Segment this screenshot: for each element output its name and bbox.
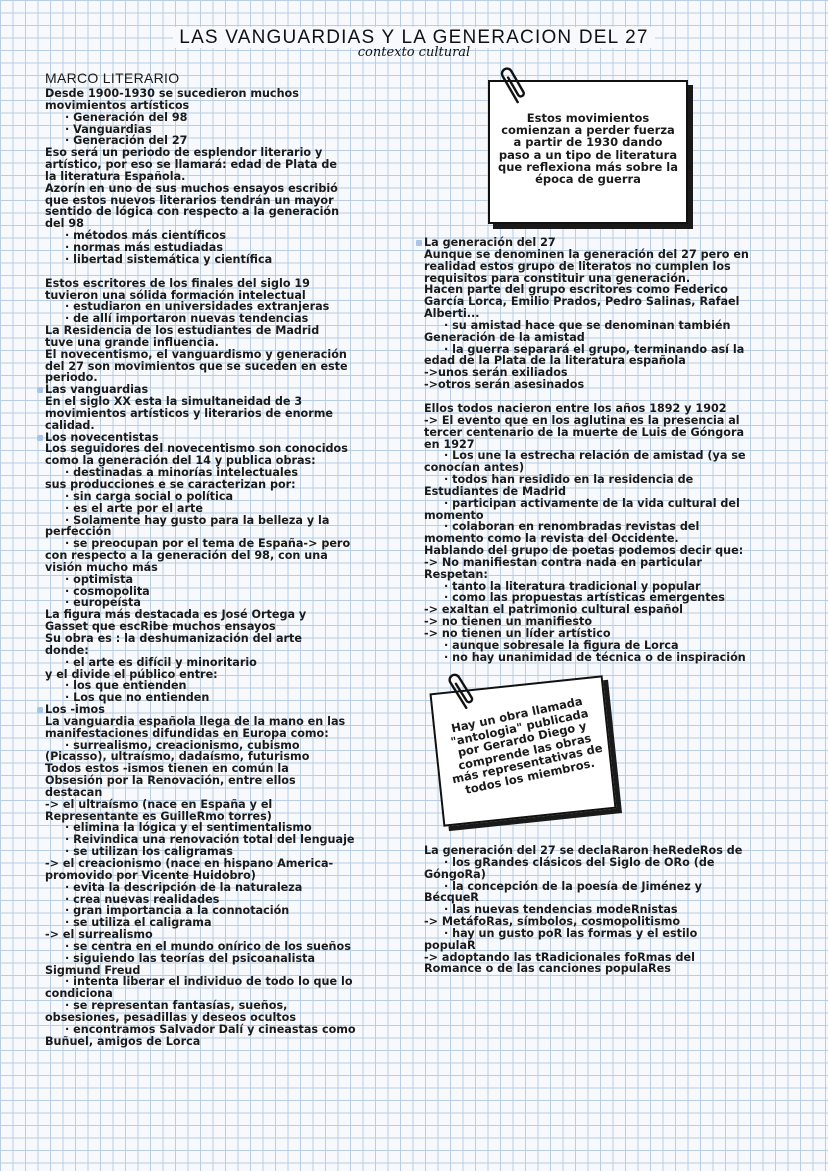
text-line: populaR [424,938,476,952]
text-line: perfección [45,525,112,539]
page-subtitle: contexto cultural [357,45,471,60]
text-line: momento como la revista del Occidente. [424,532,679,546]
text-line: -> no tienen un manifiesto [424,615,593,629]
text-line: · los que entienden [65,679,187,693]
text-line: Ellos todos nacieron entre los años 1892 y 1902 [424,401,727,415]
text-line: edad de la Plata de la literatura española [424,354,686,368]
text-line: donde: [45,643,89,657]
text-line: requisitos para constituir una generación. [424,271,691,285]
section-heading-marco-literario: MARCO LITERARIO [45,70,180,86]
text-line: · optimista [65,572,134,586]
text-line: BécqueR [424,891,479,905]
text-line: · Los une la estrecha relación de amistad (ya se [444,449,746,463]
text-line: manifestaciones difundidas en Europa como: [45,726,329,740]
text-line: calidad. [45,418,95,432]
text-line: · intenta liberar el individuo de todo lo que lo [65,975,353,989]
text-line: · participan activamente de la vida cultural del [444,496,740,510]
section-heading: Los novecentistas [45,432,405,444]
text-line: Respetan: [424,567,488,581]
text-line: conocían antes) [424,461,525,475]
text-line: · elimina la lógica y el sentimentalismo [65,821,312,835]
text-line: Estos escritores de los finales del siglo 19 [45,276,310,290]
text-line: · se preocupan por el tema de España-> pero [65,537,351,551]
text-line: · cosmopolita [65,584,150,598]
text-line: La generación del 27 se declaRaron heRedeRos de [424,844,743,857]
text-line: sentido de lógica con respecto a la generación [45,205,340,219]
text-line: -> No manifiestan contra nada en particular [424,555,702,569]
right-column [424,237,804,664]
text-line: · sin carga social o política [65,489,234,503]
text-line: La Residencia de los estudiantes de Madrid [45,324,320,338]
text-line: -> el creacionismo (nace en hispano America- [45,857,334,870]
text-line: periodo. [45,371,98,385]
text-line: · estudiaron en universidades extranjeras [65,300,330,314]
text-line: Desde 1900-1930 se sucedieron muchos [45,87,299,100]
text-line: · Vanguardias [65,122,152,136]
text-line: la literatura Española. [45,169,186,183]
text-line: con respecto a la generación del 98, con una [45,549,328,563]
text-line: · métodos más científicos [65,229,226,243]
text-line: · el arte es difícil y minoritario [65,655,257,669]
text-line: Aunque se denominen la generación del 27 pero en [424,247,749,261]
text-line: -> no tienen un líder artístico [424,627,611,640]
section-heading: La generación del 27 [424,237,804,249]
text-line: Obsesión por la Renovación, entre ellos [45,774,296,788]
text-line: · colaboran en renombradas revistas del [444,520,700,534]
section-heading: Los -imos [45,704,405,716]
text-line: · las nuevas tendencias modeRnistas [444,903,678,917]
text-line: Todos estos -ismos tienen en común la [45,762,289,776]
text-line: Los seguidores del novecentismo son conocidos [45,442,348,456]
text-line: (Picasso), ultraísmo, dadaísmo, futurismo [45,750,310,764]
text-line: La figura más destacada es José Ortega y [45,608,307,622]
text-line: tuvieron una sólida formación intelectual [45,288,306,302]
left-column [45,88,405,1048]
text-line: Generación de la amistad [424,330,585,344]
text-line: · todos han residido en la residencia de [444,473,694,487]
text-line: -> el surrealismo [45,928,153,942]
text-line: obsesiones, pesadillas y deseos ocultos [45,1010,296,1024]
text-line: Estudiantes de Madrid [424,484,567,498]
section-heading: Las vanguardias [45,384,405,396]
text-line: Hablando del grupo de poetas podemos decir que: [424,544,744,558]
text-line: · normas más estudiadas [65,240,224,254]
text-line: El novecentismo, el vanguardismo y generación [45,347,347,361]
text-line: Azorín en uno de sus muchos ensayos escribió [45,181,338,195]
text-line: Romance o de las canciones populaRes [424,962,671,976]
text-line: visión mucho más [45,560,158,574]
text-line: · hay un gusto poR las formas y el estilo [444,926,698,940]
text-line: · Solamente hay gusto para la belleza y la [65,513,330,527]
text-line: · Los que no entienden [65,691,210,705]
text-line: realidad estos grupo de literatos no cumplen los [424,259,731,273]
text-line: · es el arte por el arte [65,501,203,515]
text-line: destacan [45,785,103,799]
text-line: que estos nuevos literarios tendrán un mayor [45,193,334,207]
text-line: · gran importancia a la connotación [65,904,290,918]
text-line: · se utilizan los caligramas [65,845,233,859]
text-line: movimientos artísticos [45,98,190,112]
right-column-herederos [424,845,804,975]
note-text: Hay un obra llamada "antologia" publicada por Gerardo Diego y comprende las obras más representativas de todos los miembros. [449,693,604,797]
text-line: · Reivindica una renovación total del lenguaje [65,833,355,847]
text-line: Representante es GuilleRmo torres) [45,809,272,823]
text-line: · evita la descripción de la naturaleza [65,880,303,894]
text-line: -> el ultraísmo (nace en España y el [45,797,273,811]
text-line: ->unos serán exiliados [424,366,568,380]
text-line: · de allí importaron nuevas tendencias [65,312,309,326]
text-line: ->otros serán asesinados [424,378,585,392]
text-line: sus producciones e se caracterizan por: [45,478,296,491]
text-line: Su obra es : la deshumanización del arte [45,631,302,645]
text-line: García Lorca, Emilio Prados, Pedro Salinas, Rafael [424,295,740,309]
text-line: momento [424,508,484,522]
spacer [45,266,405,278]
text-line: -> El evento que en los aglutina es la presencia al [424,413,740,427]
text-line: · se representan fantasías, sueños, [65,999,288,1013]
text-line: condiciona [45,987,113,1001]
text-line: · libertad sistemática y científica [65,252,273,266]
text-line: Gasset que escRibe muchos ensayos [45,620,276,634]
text-line: y el divide el público entre: [45,667,218,681]
text-line: · no hay unanimidad de técnica o de inspiración [444,650,746,664]
text-line: Sigmund Freud [45,963,141,977]
text-line: como la generación del 14 y publica obras: [45,454,316,468]
text-line: En el siglo XX esta la simultaneidad de 3 [45,395,303,409]
text-line: · los gRandes clásicos del Siglo de ORo (de [444,855,715,869]
text-line: · aunque sobresale la figura de Lorca [444,638,679,652]
text-line: promovido por Vicente Huidobro) [45,868,256,882]
text-line: · se utiliza el caligrama [65,916,212,930]
text-line: · la concepción de la poesía de Jiménez y [444,879,702,893]
text-line: · se centra en el mundo onírico de los sueños [65,939,351,953]
text-line: del 98 [45,217,84,231]
text-line: Hacen parte del grupo escritores como Federico [424,283,728,297]
text-line: -> adoptando las tRadicionales foRmas del [424,950,695,964]
text-line: tercer centenario de la muerte de Luis de Góngora [424,425,745,439]
text-line: · encontramos Salvador Dalí y cineastas como [65,1022,356,1036]
text-line: · como las propuestas artísticas emergentes [444,591,725,605]
page-title: LAS VANGUARDIAS Y LA GENERACION DEL 27 [0,27,828,49]
text-line: La vanguardia española llega de la mano en las [45,714,346,728]
text-line: · crea nuevas realidades [65,892,220,906]
text-line: GóngoRa) [424,867,486,881]
text-line: · Generación del 98 [65,110,188,124]
text-line: · surrealismo, creacionismo, cubismo [65,738,300,752]
text-line: · Generación del 27 [65,134,188,148]
text-line: · europeísta [65,596,141,610]
text-line: · destinadas a minorías intelectuales [65,466,298,480]
text-line: -> MetáfoRas, símbolos, cosmopolitismo [424,915,681,929]
text-line: tuve una grande influencia. [45,335,219,349]
text-line: · su amistad hace que se denominan también [444,318,731,332]
text-line: · la guerra separará el grupo, terminando así la [444,342,745,356]
text-line: Eso será un periodo de esplendor literario y [45,146,323,160]
text-line: · siguiendo las teorías del psicoanalista [65,951,316,965]
text-line: · tanto la literatura tradicional y popular [444,579,701,593]
note-text: Estos movimientos comienzan a perder fuerza a partir de 1930 dando paso a un tipo de literatura que reflexiona más sobre la época de guerra [498,111,678,187]
text-line: Alberti... [424,307,480,321]
text-line: en 1927 [424,437,475,451]
text-line: Buñuel, amigos de Lorca [45,1034,201,1048]
text-line: artístico, por eso se llamará: edad de Plata de [45,158,338,172]
text-line: del 27 son movimientos que se suceden en este [45,359,348,373]
text-line: movimientos artísticos y literarios de enorme [45,406,334,420]
text-line: -> exaltan el patrimonio cultural español [424,603,683,617]
